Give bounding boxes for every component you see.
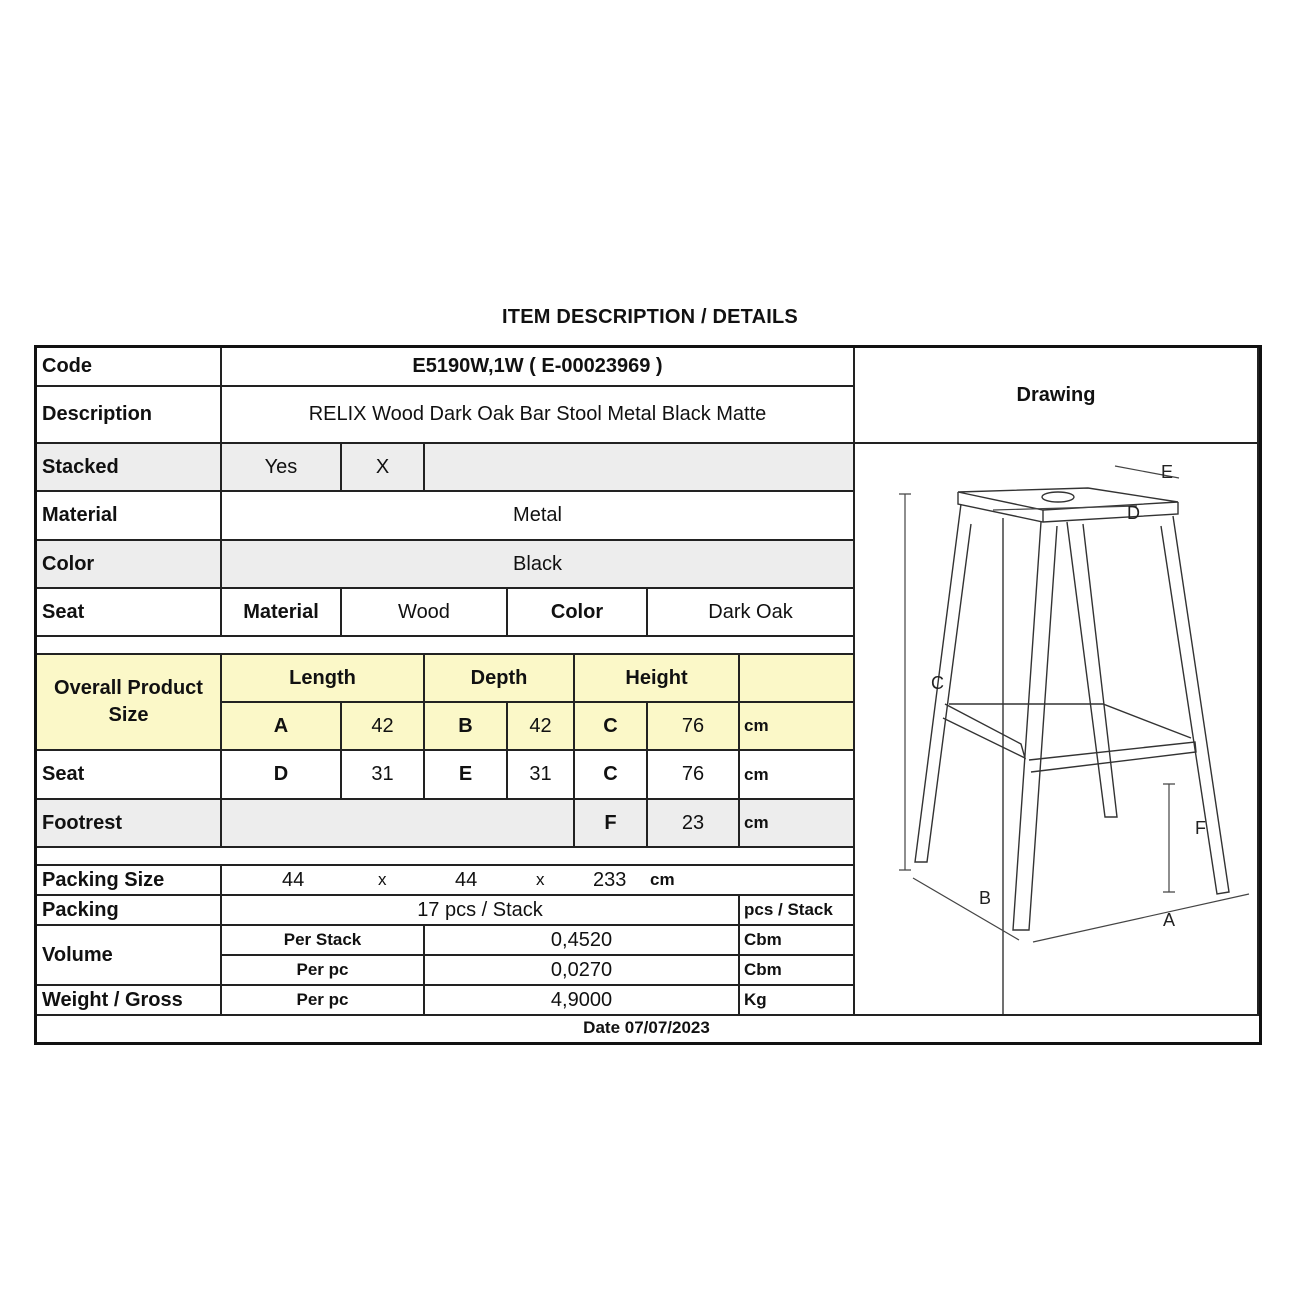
packing-width: 44 [455, 868, 478, 891]
footrest-unit: cm [740, 800, 855, 848]
packing-length: 44 [282, 868, 305, 891]
stacked-empty [425, 444, 855, 492]
label-c: C [931, 673, 944, 693]
packing-label: Packing [37, 896, 222, 926]
seat-material-label: Material [222, 589, 342, 637]
stacked-yes: Yes [222, 444, 342, 492]
stacked-mark: X [342, 444, 425, 492]
seat-c-letter: C [575, 751, 648, 800]
dim-f-value: 23 [648, 800, 740, 848]
stool-leg-front-left [1013, 522, 1057, 930]
dim-c-letter: C [575, 703, 648, 751]
weight-label: Weight / Gross [37, 986, 222, 1016]
spacer-row [37, 637, 855, 655]
label-e: E [1161, 462, 1174, 482]
weight-unit: Kg [740, 986, 855, 1016]
overall-size-label: Overall Product Size [37, 655, 222, 751]
packing-unit: pcs / Stack [740, 896, 855, 926]
code-label: Code [37, 348, 222, 387]
color-value: Black [222, 541, 855, 589]
volume-per-stack-unit: Cbm [740, 926, 855, 956]
dim-d-letter: D [222, 751, 342, 800]
date-divider [37, 1014, 1259, 1016]
dimension-line-d [993, 506, 1137, 510]
code-value: E5190W,1W ( E-00023969 ) [222, 348, 855, 387]
seat-label: Seat [37, 589, 222, 637]
volume-label: Volume [37, 926, 222, 986]
packing-x1: x [378, 870, 387, 889]
overall-blank-header [740, 655, 855, 703]
stool-footrest-back [949, 704, 1191, 738]
packing-size-label: Packing Size [37, 866, 222, 896]
dim-d-value: 31 [342, 751, 425, 800]
spec-sheet [34, 345, 1262, 1045]
drawing-header: Drawing [855, 348, 1259, 444]
seat-color-label: Color [508, 589, 648, 637]
stacked-label: Stacked [37, 444, 222, 492]
seat-color-value: Dark Oak [648, 589, 855, 637]
packing-value: 17 pcs / Stack [222, 896, 740, 926]
dim-c-value: 76 [648, 703, 740, 751]
packing-size-row [222, 866, 855, 896]
stool-leg-back-center [1067, 522, 1117, 817]
packing-size-unit: cm [650, 870, 675, 889]
description-label: Description [37, 387, 222, 444]
stool-drawing [853, 442, 1259, 1014]
length-header: Length [222, 655, 425, 703]
stool-footrest-front [1029, 742, 1196, 772]
weight-per-pc-label: Per pc [222, 986, 425, 1016]
color-label: Color [37, 541, 222, 589]
dim-e-letter: E [425, 751, 508, 800]
footrest-label: Footrest [37, 800, 222, 848]
spacer-row-2 [37, 848, 855, 866]
label-f: F [1195, 818, 1206, 838]
material-label: Material [37, 492, 222, 541]
volume-per-pc-value: 0,0270 [425, 956, 740, 986]
label-d: D [1127, 503, 1140, 523]
seat-material-value: Wood [342, 589, 508, 637]
label-a: A [1163, 910, 1176, 930]
stool-footrest-left [943, 704, 1025, 758]
dim-a-letter: A [222, 703, 342, 751]
volume-per-pc-unit: Cbm [740, 956, 855, 986]
volume-per-stack-label: Per Stack [222, 926, 425, 956]
stool-seat-top [958, 488, 1178, 510]
seat-c-value: 76 [648, 751, 740, 800]
dimension-line-a [1033, 894, 1249, 942]
seat-size-label: Seat [37, 751, 222, 800]
dim-b-letter: B [425, 703, 508, 751]
weight-value: 4,9000 [425, 986, 740, 1016]
footrest-empty [222, 800, 575, 848]
height-header: Height [575, 655, 740, 703]
dim-e-value: 31 [508, 751, 575, 800]
description-value: RELIX Wood Dark Oak Bar Stool Metal Black Matte [222, 387, 855, 444]
stool-handle-hole [1042, 492, 1074, 502]
dim-f-letter: F [575, 800, 648, 848]
date-footer: Date 07/07/2023 [583, 1018, 710, 1037]
dim-b-value: 42 [508, 703, 575, 751]
packing-height: 233 [593, 868, 627, 891]
material-value: Metal [222, 492, 855, 541]
seat-unit: cm [740, 751, 855, 800]
depth-header: Depth [425, 655, 575, 703]
packing-x2: x [536, 870, 545, 889]
volume-per-stack-value: 0,4520 [425, 926, 740, 956]
document-title: ITEM DESCRIPTION / DETAILS [502, 306, 798, 328]
label-b: B [979, 888, 992, 908]
volume-per-pc-label: Per pc [222, 956, 425, 986]
overall-unit: cm [740, 703, 855, 751]
dim-a-value: 42 [342, 703, 425, 751]
